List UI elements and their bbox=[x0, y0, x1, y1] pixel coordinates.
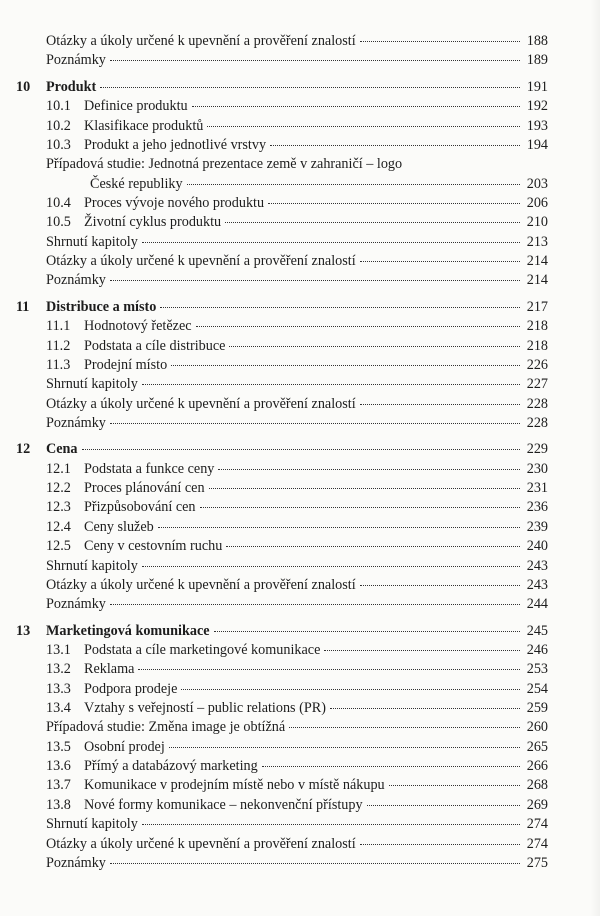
page-number: 210 bbox=[526, 214, 548, 231]
toc-section-row bbox=[0, 136, 600, 155]
toc-entry-line bbox=[46, 518, 548, 537]
toc-row bbox=[0, 271, 600, 290]
toc-row bbox=[0, 395, 600, 414]
dot-leader bbox=[110, 422, 520, 424]
toc-entry-line bbox=[90, 175, 548, 194]
toc-entry-line bbox=[46, 213, 548, 232]
toc-chapter-row bbox=[0, 78, 600, 97]
toc-entry-title-group bbox=[46, 51, 106, 70]
page-number: 231 bbox=[526, 480, 548, 497]
chapter-number: 10 bbox=[16, 78, 31, 95]
page-number: 246 bbox=[526, 642, 548, 659]
section-number: 13.2 bbox=[46, 661, 71, 678]
page-number: 244 bbox=[526, 596, 548, 613]
dot-leader bbox=[389, 784, 520, 786]
toc-entry-line bbox=[46, 117, 548, 136]
page-edge-shadow bbox=[590, 0, 600, 916]
toc-entry-line bbox=[46, 641, 548, 660]
section-number: 12.5 bbox=[46, 538, 71, 555]
dot-leader bbox=[360, 260, 520, 262]
dot-leader bbox=[171, 364, 520, 366]
toc-entry-title-group bbox=[46, 252, 356, 271]
section-number: 11.2 bbox=[46, 337, 71, 354]
toc-section-row bbox=[0, 194, 600, 213]
dot-leader bbox=[360, 40, 520, 42]
toc-entry-title-group bbox=[46, 375, 138, 394]
page-number: 243 bbox=[526, 576, 548, 593]
toc-section-row bbox=[0, 796, 600, 815]
page-number: 265 bbox=[526, 738, 548, 755]
toc-chapter-row bbox=[0, 440, 600, 459]
page-number: 218 bbox=[526, 337, 548, 354]
page-number: 245 bbox=[526, 622, 548, 639]
page-number: 214 bbox=[526, 272, 548, 289]
toc-entry-title: Poznámky bbox=[46, 414, 106, 431]
toc-entry-title-group bbox=[46, 738, 165, 757]
toc-section-row bbox=[0, 537, 600, 556]
toc-entry-title-group bbox=[46, 194, 264, 213]
toc-entry-line bbox=[46, 498, 548, 517]
page-number: 268 bbox=[526, 777, 548, 794]
toc-section-row bbox=[0, 356, 600, 375]
toc-entry-title-group bbox=[16, 78, 96, 97]
dot-leader bbox=[181, 688, 520, 690]
toc-entry-line bbox=[46, 395, 548, 414]
toc-entry-line bbox=[46, 233, 548, 252]
toc-entry-line bbox=[46, 414, 548, 433]
toc-entry-line bbox=[46, 796, 548, 815]
chapter-number: 12 bbox=[16, 441, 31, 458]
toc-entry-line bbox=[16, 622, 548, 641]
toc-entry-title-group bbox=[46, 460, 214, 479]
page-number: 259 bbox=[526, 700, 548, 717]
toc-entry-line bbox=[46, 776, 548, 795]
toc-entry-line bbox=[46, 97, 548, 116]
toc-entry-title-group bbox=[46, 136, 266, 155]
toc-section-row bbox=[0, 680, 600, 699]
toc-entry-title-group bbox=[46, 680, 177, 699]
toc-row bbox=[0, 175, 600, 194]
toc-entry-line bbox=[46, 271, 548, 290]
toc-entry-title-group bbox=[46, 518, 154, 537]
section-number: 13.5 bbox=[46, 738, 71, 755]
toc-entry-title: Definice produktu bbox=[84, 98, 188, 115]
toc-row bbox=[0, 576, 600, 595]
dot-leader bbox=[226, 545, 520, 547]
toc-chapter-row bbox=[0, 622, 600, 641]
page-number: 213 bbox=[526, 233, 548, 250]
section-number: 12.3 bbox=[46, 499, 71, 516]
toc-section-row bbox=[0, 317, 600, 336]
toc-entry-title: Podstata a cíle marketingové komunikace bbox=[84, 642, 321, 659]
toc-entry-title: Shrnutí kapitoly bbox=[46, 816, 138, 833]
dot-leader bbox=[192, 105, 520, 107]
toc-entry-line bbox=[46, 194, 548, 213]
dot-leader bbox=[270, 144, 520, 146]
section-number: 11.3 bbox=[46, 356, 71, 373]
toc-entry-line bbox=[16, 298, 548, 317]
toc-entry-line bbox=[46, 757, 548, 776]
page-number: 275 bbox=[526, 854, 548, 871]
page-number: 193 bbox=[526, 117, 548, 134]
toc-entry-title-group bbox=[46, 233, 138, 252]
toc-row bbox=[0, 414, 600, 433]
toc-entry-line bbox=[46, 660, 548, 679]
dot-leader bbox=[142, 241, 520, 243]
toc-section-row bbox=[0, 117, 600, 136]
toc-entry-title: Otázky a úkoly určené k upevnění a prověření znalostí bbox=[46, 252, 356, 269]
dot-leader bbox=[110, 59, 520, 61]
dot-leader bbox=[110, 279, 520, 281]
toc-entry-title: Případová studie: Jednotná prezentace země v zahraničí – logo bbox=[46, 156, 403, 173]
dot-leader bbox=[225, 221, 520, 223]
page-number: 192 bbox=[526, 98, 548, 115]
chapter-title: Marketingová komunikace bbox=[46, 622, 210, 639]
toc-entry-title-group bbox=[46, 356, 167, 375]
toc-row bbox=[0, 233, 600, 252]
dot-leader bbox=[330, 707, 520, 709]
page-number: 226 bbox=[526, 356, 548, 373]
dot-leader bbox=[289, 726, 520, 728]
dot-leader bbox=[138, 668, 520, 670]
chapter-title: Cena bbox=[46, 441, 78, 458]
dot-leader bbox=[158, 526, 520, 528]
page-number: 229 bbox=[526, 441, 548, 458]
toc-entry-title-group bbox=[46, 97, 188, 116]
chapter-number: 13 bbox=[16, 622, 31, 639]
page-number: 254 bbox=[526, 680, 548, 697]
toc-entry-title-group bbox=[46, 32, 356, 51]
toc-section-row bbox=[0, 757, 600, 776]
toc-row bbox=[0, 557, 600, 576]
toc-entry-line bbox=[46, 136, 548, 155]
table-of-contents bbox=[0, 32, 600, 873]
toc-entry-line bbox=[16, 78, 548, 97]
toc-entry-title-group bbox=[46, 641, 320, 660]
toc-entry-title-group bbox=[46, 576, 356, 595]
section-number: 11.1 bbox=[46, 318, 71, 335]
dot-leader bbox=[214, 630, 520, 632]
page-number: 191 bbox=[526, 78, 548, 95]
dot-leader bbox=[262, 765, 520, 767]
toc-row bbox=[0, 375, 600, 394]
toc-entry-title: Podstata a funkce ceny bbox=[84, 460, 215, 477]
dot-leader bbox=[142, 565, 520, 567]
toc-entry-title: Shrnutí kapitoly bbox=[46, 376, 138, 393]
section-number: 12.2 bbox=[46, 480, 71, 497]
toc-entry-title: Hodnotový řetězec bbox=[84, 318, 192, 335]
toc-entry-title: Životní cyklus produktu bbox=[84, 214, 222, 231]
toc-section-row bbox=[0, 460, 600, 479]
toc-entry-title-group bbox=[46, 414, 106, 433]
page-number: 218 bbox=[526, 318, 548, 335]
toc-entry-title: Poznámky bbox=[46, 52, 106, 69]
page-number: 228 bbox=[526, 414, 548, 431]
toc-entry-line bbox=[46, 537, 548, 556]
toc-entry-title-group bbox=[46, 699, 326, 718]
toc-entry-line bbox=[46, 252, 548, 271]
toc-section-row bbox=[0, 337, 600, 356]
page-number: 194 bbox=[526, 136, 548, 153]
toc-entry-line bbox=[46, 854, 548, 873]
toc-entry-title: Reklama bbox=[84, 661, 135, 678]
toc-entry-line bbox=[46, 375, 548, 394]
toc-section-row bbox=[0, 479, 600, 498]
toc-row bbox=[0, 835, 600, 854]
toc-entry-title-group bbox=[46, 854, 106, 873]
page-number: 240 bbox=[526, 538, 548, 555]
toc-entry-line bbox=[46, 356, 548, 375]
toc-entry-title: Poznámky bbox=[46, 854, 106, 871]
dot-leader bbox=[196, 325, 520, 327]
dot-leader bbox=[169, 746, 520, 748]
toc-entry-line bbox=[46, 718, 548, 737]
toc-entry-title-group bbox=[46, 337, 225, 356]
toc-entry-line bbox=[46, 479, 548, 498]
toc-entry-title: Otázky a úkoly určené k upevnění a prověření znalostí bbox=[46, 576, 356, 593]
toc-entry-line bbox=[46, 460, 548, 479]
toc-section-row bbox=[0, 213, 600, 232]
toc-row bbox=[0, 51, 600, 70]
toc-row bbox=[0, 815, 600, 834]
page-number: 274 bbox=[526, 816, 548, 833]
section-number: 13.7 bbox=[46, 777, 71, 794]
page-number: 274 bbox=[526, 835, 548, 852]
toc-entry-title-group bbox=[16, 298, 156, 317]
toc-entry-title: Ceny v cestovním ruchu bbox=[84, 538, 223, 555]
toc-section-row bbox=[0, 738, 600, 757]
page-number: 239 bbox=[526, 518, 548, 535]
section-number: 12.1 bbox=[46, 460, 71, 477]
page-number: 243 bbox=[526, 557, 548, 574]
toc-entry-title-group bbox=[16, 622, 210, 641]
dot-leader bbox=[209, 487, 520, 489]
toc-entry-title-group bbox=[46, 317, 192, 336]
page-number: 260 bbox=[526, 719, 548, 736]
toc-entry-title: Otázky a úkoly určené k upevnění a prověření znalostí bbox=[46, 395, 356, 412]
toc-entry-title-group bbox=[16, 440, 78, 459]
toc-entry-title-group bbox=[46, 718, 285, 737]
section-number: 13.6 bbox=[46, 758, 71, 775]
page-number: 227 bbox=[526, 376, 548, 393]
page-number: 214 bbox=[526, 252, 548, 269]
toc-chapter-row bbox=[0, 298, 600, 317]
toc-entry-title: Produkt a jeho jednotlivé vrstvy bbox=[84, 136, 267, 153]
toc-entry-line bbox=[46, 557, 548, 576]
toc-entry-line bbox=[46, 680, 548, 699]
toc-entry-line bbox=[46, 815, 548, 834]
dot-leader bbox=[360, 584, 520, 586]
page-number: 236 bbox=[526, 499, 548, 516]
toc-entry-line bbox=[46, 576, 548, 595]
dot-leader bbox=[142, 823, 520, 825]
toc-entry-title-group bbox=[90, 175, 183, 194]
dot-leader bbox=[360, 843, 520, 845]
page-number: 228 bbox=[526, 395, 548, 412]
toc-section-row bbox=[0, 699, 600, 718]
section-number: 13.3 bbox=[46, 680, 71, 697]
dot-leader bbox=[142, 383, 520, 385]
toc-entry-title: Poznámky bbox=[46, 596, 106, 613]
section-number: 13.4 bbox=[46, 700, 71, 717]
dot-leader bbox=[160, 306, 520, 308]
dot-leader bbox=[367, 804, 520, 806]
toc-entry-title: Poznámky bbox=[46, 272, 106, 289]
dot-leader bbox=[218, 468, 520, 470]
toc-entry-title: Podpora prodeje bbox=[84, 680, 178, 697]
toc-entry-line bbox=[46, 337, 548, 356]
toc-entry-title: Proces plánování cen bbox=[84, 480, 205, 497]
toc-entry-title: Případová studie: Změna image je obtížná bbox=[46, 719, 286, 736]
section-number: 10.1 bbox=[46, 98, 71, 115]
toc-entry-title: Přizpůsobování cen bbox=[84, 499, 196, 516]
toc-entry-title: Osobní prodej bbox=[84, 738, 165, 755]
toc-section-row bbox=[0, 776, 600, 795]
toc-entry-title: Klasifikace produktů bbox=[84, 117, 204, 134]
section-number: 10.2 bbox=[46, 117, 71, 134]
page-number: 269 bbox=[526, 796, 548, 813]
toc-entry-line bbox=[46, 835, 548, 854]
section-number: 10.3 bbox=[46, 136, 71, 153]
section-number: 10.4 bbox=[46, 194, 71, 211]
toc-section-row bbox=[0, 518, 600, 537]
section-number: 10.5 bbox=[46, 214, 71, 231]
page-number: 203 bbox=[526, 175, 548, 192]
toc-row bbox=[0, 854, 600, 873]
toc-entry-title-group bbox=[46, 815, 138, 834]
dot-leader bbox=[110, 862, 520, 864]
toc-entry-title-group bbox=[46, 595, 106, 614]
toc-entry-title-group bbox=[46, 660, 134, 679]
toc-entry-title: Shrnutí kapitoly bbox=[46, 233, 138, 250]
toc-entry-title-group bbox=[46, 835, 356, 854]
toc-entry-title: Prodejní místo bbox=[84, 356, 168, 373]
toc-entry-title: Nové formy komunikace – nekonvenční přístupy bbox=[84, 796, 363, 813]
toc-row bbox=[0, 252, 600, 271]
toc-entry-title: Podstata a cíle distribuce bbox=[84, 337, 226, 354]
toc-entry-line bbox=[46, 51, 548, 70]
dot-leader bbox=[82, 448, 520, 450]
dot-leader bbox=[187, 183, 520, 185]
toc-entry-title: Proces vývoje nového produktu bbox=[84, 194, 265, 211]
dot-leader bbox=[200, 506, 520, 508]
toc-entry-title-group bbox=[46, 271, 106, 290]
toc-row bbox=[0, 155, 600, 174]
page-number: 189 bbox=[526, 52, 548, 69]
toc-entry-title: České republiky bbox=[90, 175, 183, 192]
chapter-title: Distribuce a místo bbox=[46, 298, 157, 315]
toc-entry-line bbox=[46, 32, 548, 51]
toc-entry-title: Otázky a úkoly určené k upevnění a prověření znalostí bbox=[46, 835, 356, 852]
section-number: 12.4 bbox=[46, 518, 71, 535]
toc-section-row bbox=[0, 641, 600, 660]
page-number: 230 bbox=[526, 460, 548, 477]
toc-entry-line bbox=[46, 595, 548, 614]
toc-entry-title: Shrnutí kapitoly bbox=[46, 557, 138, 574]
page-number: 188 bbox=[526, 33, 548, 49]
toc-entry-title-group bbox=[46, 395, 356, 414]
toc-entry-line bbox=[46, 738, 548, 757]
dot-leader bbox=[207, 125, 520, 127]
toc-entry-title-group bbox=[46, 537, 222, 556]
toc-entry-title-group bbox=[46, 557, 138, 576]
toc-entry-title: Ceny služeb bbox=[84, 518, 154, 535]
chapter-title: Produkt bbox=[46, 78, 97, 95]
page-number: 206 bbox=[526, 194, 548, 211]
toc-entry-line bbox=[16, 440, 548, 459]
chapter-number: 11 bbox=[16, 298, 30, 315]
dot-leader bbox=[229, 345, 520, 347]
toc-entry-title-group bbox=[46, 796, 363, 815]
dot-leader bbox=[100, 86, 520, 88]
section-number: 13.1 bbox=[46, 642, 71, 659]
page-number: 266 bbox=[526, 758, 548, 775]
toc-row bbox=[0, 718, 600, 737]
toc-entry-title-group bbox=[46, 117, 203, 136]
section-number: 13.8 bbox=[46, 796, 71, 813]
toc-entry-title-group bbox=[46, 213, 221, 232]
toc-entry-title-group bbox=[46, 498, 196, 517]
toc-entry-title-group bbox=[46, 479, 205, 498]
dot-leader bbox=[360, 403, 520, 405]
toc-entry-title-group bbox=[46, 757, 258, 776]
toc-entry-line bbox=[46, 317, 548, 336]
toc-entry-title-group bbox=[46, 776, 385, 795]
toc-entry-title: Otázky a úkoly určené k upevnění a prověření znalostí bbox=[46, 33, 356, 49]
toc-row bbox=[0, 595, 600, 614]
toc-entry-title: Přímý a databázový marketing bbox=[84, 758, 258, 775]
toc-entry-title: Vztahy s veřejností – public relations (PR) bbox=[84, 700, 326, 717]
toc-section-row bbox=[0, 498, 600, 517]
dot-leader bbox=[110, 603, 520, 605]
toc-entry-line bbox=[46, 699, 548, 718]
toc-section-row bbox=[0, 660, 600, 679]
toc-row bbox=[0, 32, 600, 51]
dot-leader bbox=[268, 202, 520, 204]
toc-section-row bbox=[0, 97, 600, 116]
page-number: 253 bbox=[526, 661, 548, 678]
page-number: 217 bbox=[526, 298, 548, 315]
dot-leader bbox=[324, 649, 520, 651]
toc-entry-title: Komunikace v prodejním místě nebo v místě nákupu bbox=[84, 777, 385, 794]
